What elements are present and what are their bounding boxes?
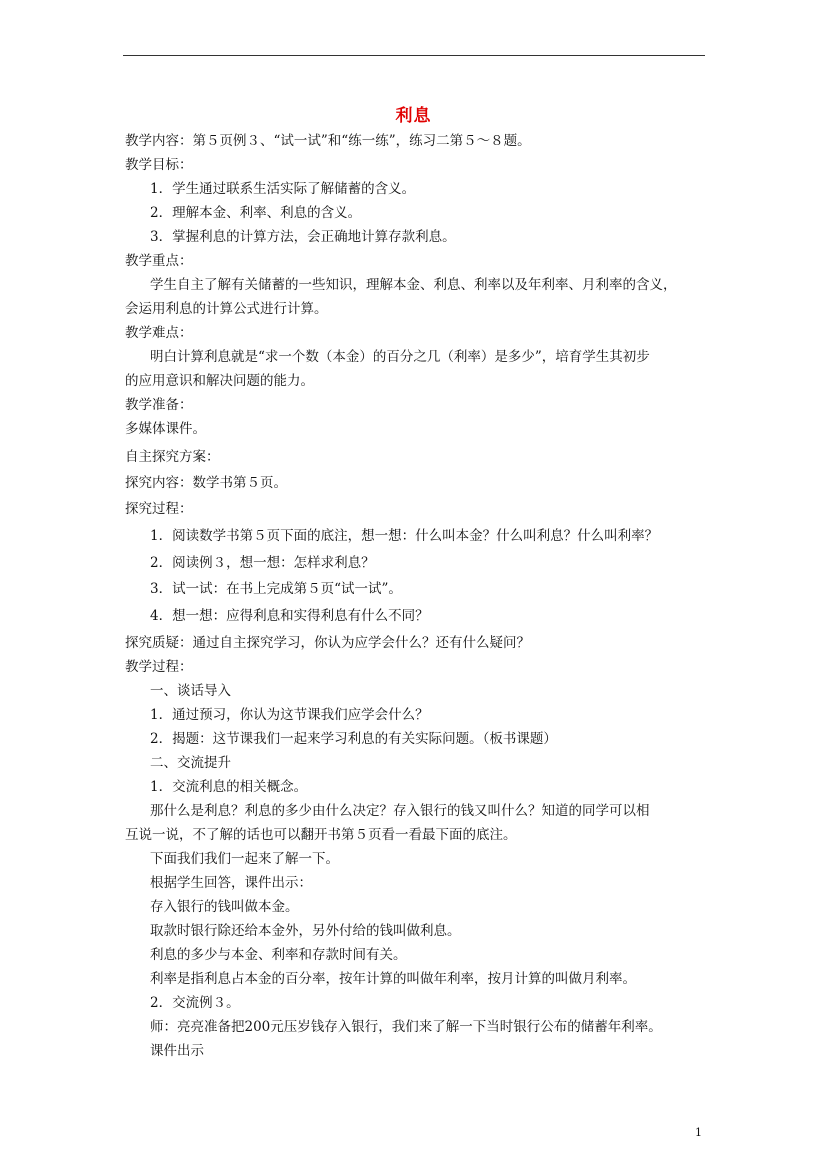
- text-line: 根据学生回答，课件出示：: [150, 875, 312, 891]
- text-line: 明白计算利息就是“求一个数（本金）的百分之几（利率）是多少”，培育学生其初步: [150, 349, 650, 365]
- text-line: 自主探究方案：: [125, 449, 220, 465]
- text-line: 2．阅读例３，想一想：怎样求利息？: [150, 555, 375, 571]
- text-line: 探究质疑：通过自主探究学习，你认为应学会什么？还有什么疑问？: [125, 635, 530, 651]
- text-line: 教学重点：: [125, 253, 193, 269]
- text-line: 互说一说，不了解的话也可以翻开书第５页看一看最下面的底注。: [125, 827, 517, 843]
- text-line: 1．交流利息的相关概念。: [150, 779, 308, 795]
- text-line: 下面我们我们一起来了解一下。: [150, 851, 339, 867]
- text-line: 利息的多少与本金、利率和存款时间有关。: [150, 947, 407, 963]
- document-title: 利息: [395, 106, 432, 126]
- page-number: 1: [695, 1126, 702, 1139]
- text-line: 利率是指利息占本金的百分率，按年计算的叫做年利率，按月计算的叫做月利率。: [150, 971, 636, 987]
- text-line: 探究内容：数学书第５页。: [125, 475, 287, 491]
- text-line: 4．想一想：应得利息和实得利息有什么不同？: [150, 608, 429, 624]
- text-line: 一、谈话导入: [150, 683, 231, 699]
- text-line: 学生自主了解有关储蓄的一些知识，理解本金、利息、利率以及年利率、月利率的含义，: [150, 277, 677, 293]
- header-rule: [123, 55, 705, 56]
- text-line: 课件出示: [150, 1043, 204, 1059]
- text-line: 探究过程：: [125, 501, 193, 517]
- text-line: 1．学生通过联系生活实际了解储蓄的含义。: [150, 181, 416, 197]
- text-line: 师：亮亮准备把200元压岁钱存入银行，我们来了解一下当时银行公布的储蓄年利率。: [150, 1019, 662, 1035]
- text-line: 会运用利息的计算公式进行计算。: [125, 301, 328, 317]
- text-line: 教学目标：: [125, 157, 193, 173]
- text-line: 2．揭题：这节课我们一起来学习利息的有关实际问题。（板书课题）: [150, 731, 557, 747]
- text-line: 多媒体课件。: [125, 421, 206, 437]
- text-line: 教学内容：第５页例３、“试一试”和“练一练”，练习二第５～８题。: [125, 133, 531, 149]
- text-line: 那什么是利息？利息的多少由什么决定？存入银行的钱又叫什么？知道的同学可以相: [150, 803, 650, 819]
- text-line: 1．阅读数学书第５页下面的底注，想一想：什么叫本金？什么叫利息？什么叫利率？: [150, 528, 659, 544]
- text-line: 教学准备：: [125, 397, 193, 413]
- text-line: 教学难点：: [125, 325, 193, 341]
- text-line: 存入银行的钱叫做本金。: [150, 899, 299, 915]
- text-line: 2．理解本金、利率、利息的含义。: [150, 205, 362, 221]
- text-line: 的应用意识和解决问题的能力。: [125, 373, 314, 389]
- text-line: 3．掌握利息的计算方法，会正确地计算存款利息。: [150, 229, 456, 245]
- text-line: 2．交流例３。: [150, 995, 240, 1011]
- text-line: 教学过程：: [125, 659, 193, 675]
- text-line: 1．通过预习，你认为这节课我们应学会什么？: [150, 707, 429, 723]
- text-line: 3．试一试：在书上完成第５页“试一试”。: [150, 581, 402, 597]
- text-line: 二、交流提升: [150, 755, 231, 771]
- text-line: 取款时银行除还给本金外，另外付给的钱叫做利息。: [150, 923, 461, 939]
